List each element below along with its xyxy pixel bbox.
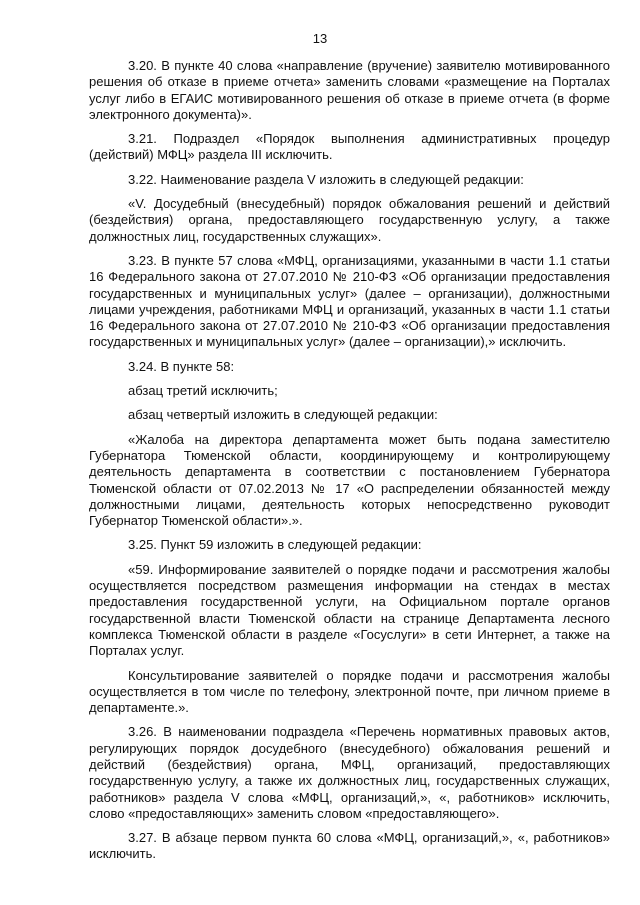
paragraph-section-v-title: «V. Досудебный (внесудебный) порядок обжалования решений и действий (бездействия) органа, предоставляющего государственную услугу, а также должностных лиц, государственных служащих». bbox=[89, 196, 610, 244]
paragraph-3-26: 3.26. В наименовании подраздела «Перечень нормативных правовых актов, регулирующих порядок досудебного (внесудебного) обжалования решений и действий (бездействия) органа, МФЦ, организаций, предоставляющих государственную услугу, а также их должностных лиц, государственных служащих, работников» раздела V слова «МФЦ, организаций,», «, работников» исключить, слово «предоставляющих» заменить словом «предоставляющего». bbox=[89, 724, 610, 821]
paragraph-3-27: 3.27. В абзаце первом пункта 60 слова «МФЦ, организаций,», «, работников» исключить. bbox=[89, 830, 610, 862]
paragraph-3-25: 3.25. Пункт 59 изложить в следующей редакции: bbox=[128, 537, 422, 553]
paragraph-consulting: Консультирование заявителей о порядке подачи и рассмотрения жалобы осуществляется в том числе по телефону, электронной почте, при личном приеме в департаменте.». bbox=[89, 667, 610, 716]
paragraph-3-20: 3.20. В пункте 40 слова «направление (вручение) заявителю мотивированного решения об отказе в приеме отчета» заменить словами «размещение на Порталах услуг либо в ЕГАИС мотивированного решения об отказе в приеме отчета (в форме электронного документа)». bbox=[89, 58, 610, 122]
paragraph-3-21: 3.21. Подраздел «Порядок выполнения административных процедур (действий) МФЦ» раздела III исключить. bbox=[89, 131, 610, 163]
page-number: 13 bbox=[312, 31, 328, 46]
paragraph-abzac-4: абзац четвертый изложить в следующей редакции: bbox=[128, 407, 438, 423]
paragraph-complaint-director: «Жалоба на директора департамента может быть подана заместителю Губернатора Тюменской области, координирующему и контролирующему деятельность департамента в соответствии с постановлением Губернатора Тюменской области от 07.02.2013 № 17 «О распределении обязанностей между должностными лицами, деятельность которых непосредственно руководит Губернатор Тюменской области».». bbox=[89, 431, 610, 529]
paragraph-point-59: «59. Информирование заявителей о порядке подачи и рассмотрения жалобы осуществляется посредством размещения информации на стендах в местах предоставления государственной услуги, на Официальном портале органов государственной власти Тюменской области на странице Департамента лесного комплекса Тюменской области в разделе «Госуслуги» в сети Интернет, а также на Порталах услуг. bbox=[89, 561, 610, 659]
paragraph-3-22: 3.22. Наименование раздела V изложить в следующей редакции: bbox=[128, 171, 524, 187]
paragraph-3-23: 3.23. В пункте 57 слова «МФЦ, организациями, указанными в части 1.1 статьи 16 Федерального закона от 27.07.2010 № 210-ФЗ «Об организации предоставления государственных и муниципальных услуг» (далее – организации), должностными лицами учреждения, работниками МФЦ и организаций, указанных в части 1.1 статьи 16 Федерального закона от 27.07.2010 № 210-ФЗ «Об организации предоставления государственных и муниципальных услуг» (далее – организации),» исключить. bbox=[89, 252, 610, 350]
paragraph-3-24: 3.24. В пункте 58: bbox=[128, 358, 235, 374]
document-body bbox=[89, 58, 610, 871]
paragraph-abzac-3: абзац третий исключить; bbox=[128, 383, 278, 399]
